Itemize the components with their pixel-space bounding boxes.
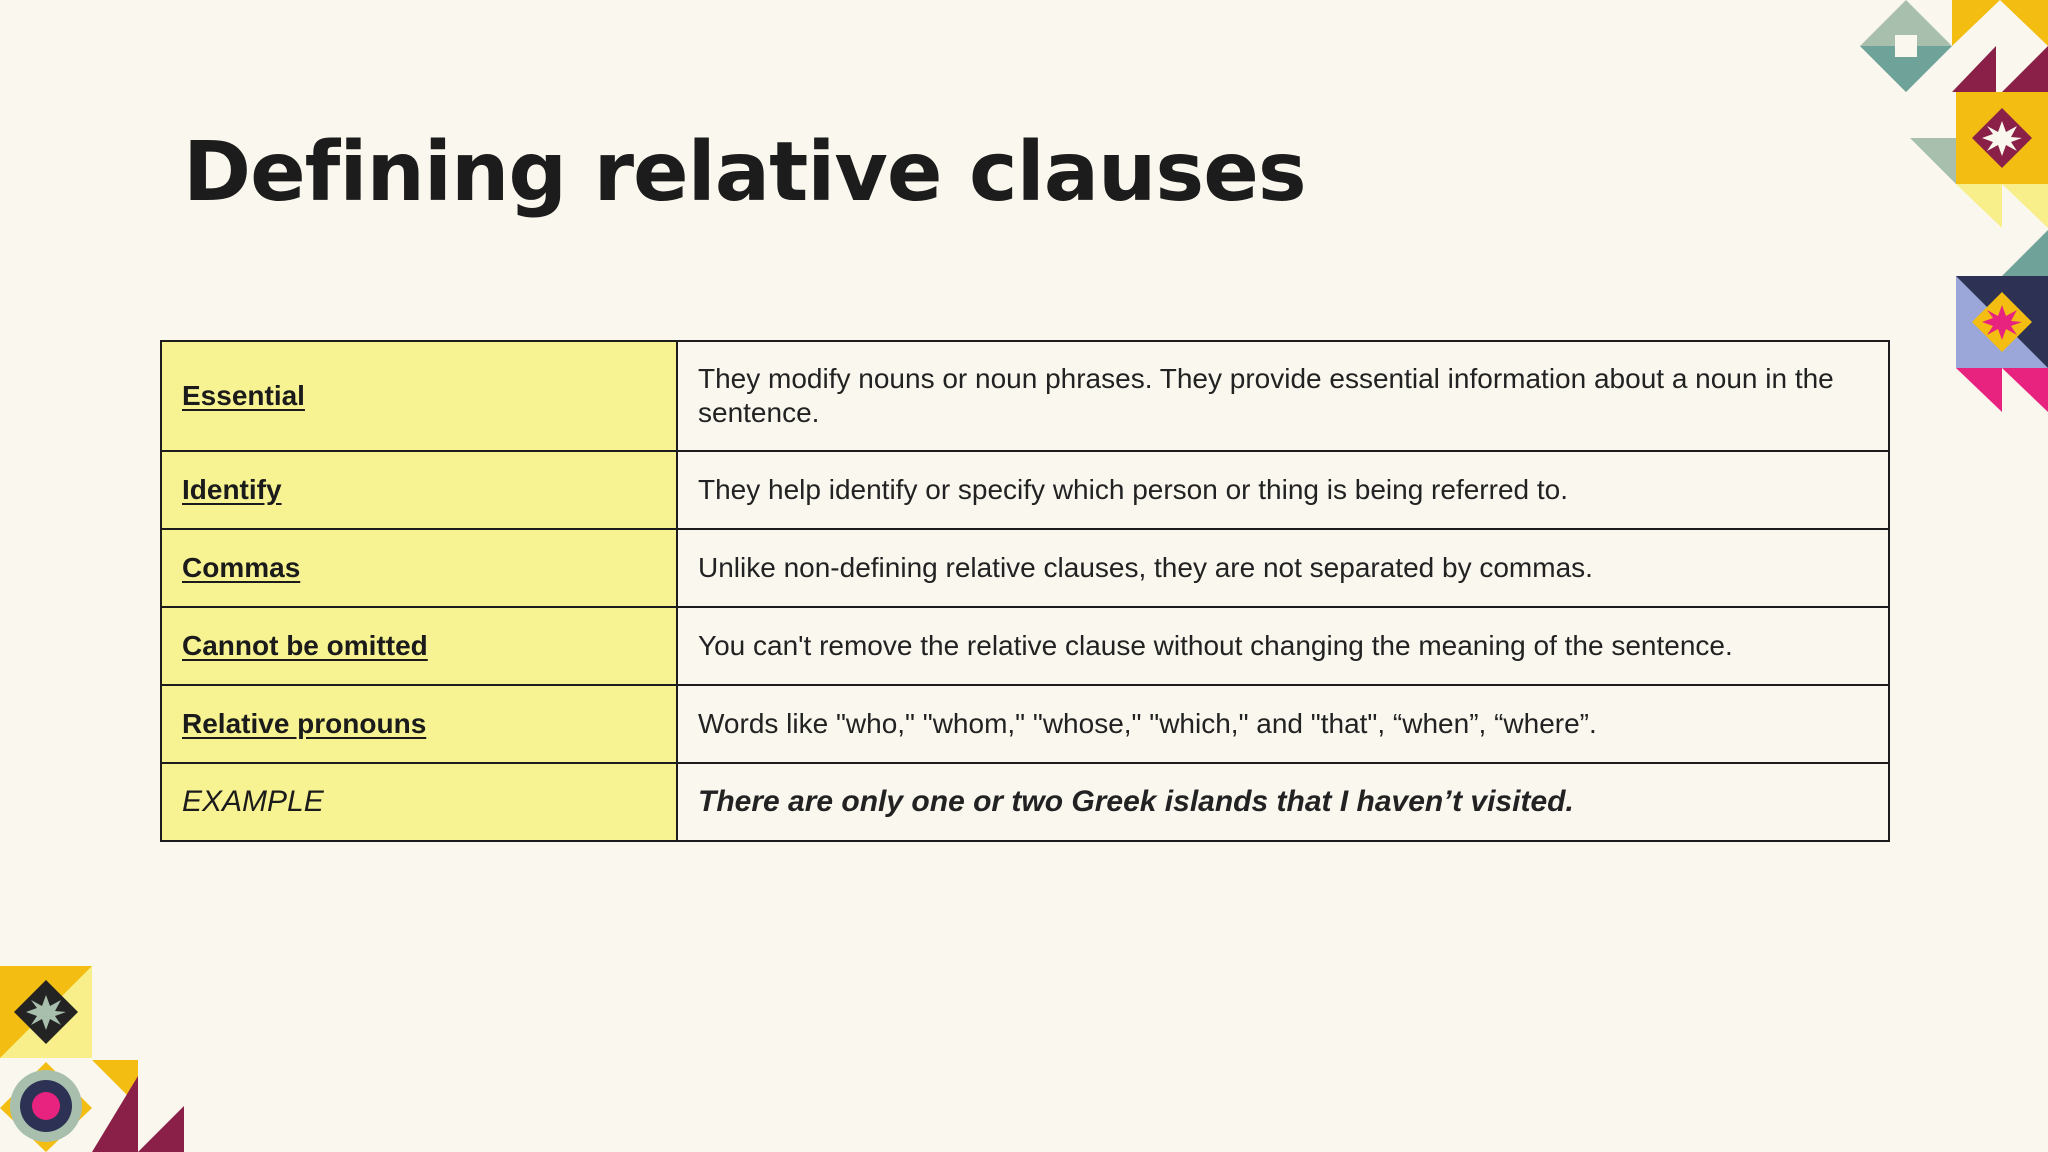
example-row [161,763,1889,841]
term-cell: Relative pronouns [161,685,677,763]
flower-medallion-icon [0,1062,92,1152]
example-sentence-cell: There are only one or two Greek islands that I haven’t visited. [677,763,1889,841]
description-cell: You can't remove the relative clause without changing the meaning of the sentence. [677,607,1889,685]
teal-diamond-icon [1860,0,1952,92]
table-row [161,341,1889,451]
maroon-triangle-icon [92,1076,184,1152]
pale-yellow-triangle-icon [1956,184,2048,228]
term-cell: Commas [161,529,677,607]
gold-star-tile-icon [1956,92,2048,184]
bottom-left-decoration [0,966,184,1152]
example-label-cell: EXAMPLE [161,763,677,841]
top-right-decoration [1860,0,2048,420]
table-row [161,451,1889,529]
term-cell: Identify [161,451,677,529]
definitions-table-container [160,340,1888,842]
pink-triangle-icon [1956,368,2048,412]
term-cell: Essential [161,341,677,451]
term-cell: Cannot be omitted [161,607,677,685]
definitions-table [160,340,1890,842]
description-cell: They modify nouns or noun phrases. They provide essential information about a noun in the sentence. [677,341,1889,451]
table-row [161,529,1889,607]
description-cell: Words like "who," "whom," "whose," "which," and "that", “when”, “where”. [677,685,1889,763]
maroon-triangle-icon [1952,0,2048,92]
table-row [161,607,1889,685]
description-cell: Unlike non-defining relative clauses, they are not separated by commas. [677,529,1889,607]
page-title: Defining relative clauses [183,125,1306,220]
dark-star-diamond-icon [0,966,92,1058]
sage-triangle-icon [1910,138,1956,184]
teal-triangle-icon [2002,230,2048,276]
table-row [161,685,1889,763]
description-cell: They help identify or specify which person or thing is being referred to. [677,451,1889,529]
